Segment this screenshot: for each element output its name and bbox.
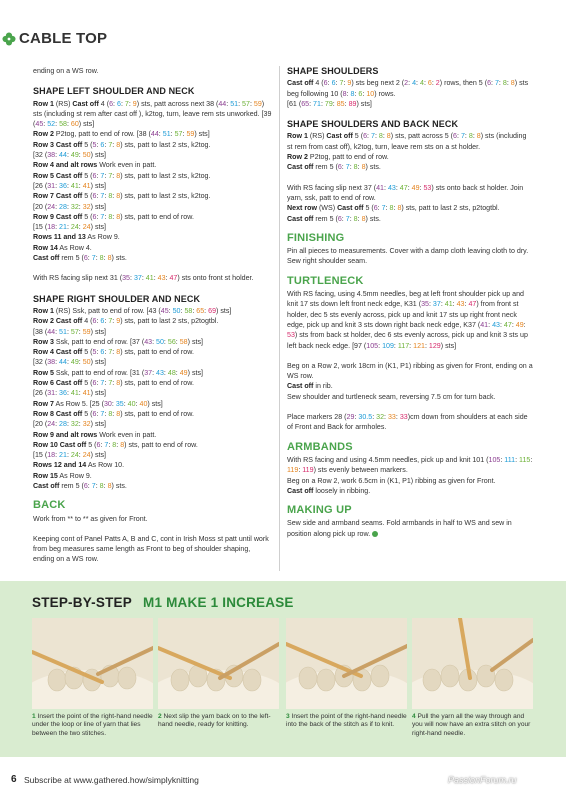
heading-finishing: FINISHING: [287, 231, 345, 244]
instruction-line: Row 3 Ssk, patt to end of row. [37 (43: 50: 56: 58) sts]: [33, 337, 203, 346]
instruction-line: Row 2 Cast off 4 (6: 6: 7: 9) sts, patt to last 2 sts, p2togtbl. [38 (44: 51: 57: 59) sts]: [33, 317, 219, 336]
left-column: [33, 66, 273, 565]
clover-icon: [2, 32, 16, 46]
step-photo-4: [412, 618, 533, 709]
knitting-photo-icon: [32, 618, 153, 709]
section-header: [0, 13, 150, 45]
paragraph: Place markers 28 (29: 30.5: 32: 33: 33)cm down from shoulders at each side of Front and Back for armholes.: [287, 413, 528, 432]
instruction-line: Row 2 P2tog, patt to end of row. [38 (44: 51: 57: 59) sts]: [33, 130, 210, 139]
paragraph: Sew side and armband seams. Fold armbands in half to WS and sew in position along pick up row.: [287, 519, 512, 538]
instruction-line: Row 14 As Row 4.: [33, 243, 92, 252]
instruction-line: Row 5 Ssk, patt to end of row. [31 (37: 43: 48: 49) sts]: [33, 368, 203, 377]
instruction-line: With RS facing slip next 31 (35: 37: 41: 43: 47) sts onto front st holder.: [33, 274, 254, 283]
instruction-line: Row 9 and alt rows Work even in patt.: [33, 430, 157, 439]
paragraph: Keeping cont of Panel Patts A, B and C, cont in Irish Moss st patt until work from beg measures same length as Front to beg of shoulder shaping, ending on a WS row.: [33, 534, 269, 564]
instruction-line: Row 10 Cast off 5 (6: 7: 8: 8) sts, patt to end of row. [15 (18: 21: 24: 24) sts]: [33, 440, 198, 460]
instruction-line: Row 3 Cast off 5 (5: 6: 7: 8) sts, patt to last 2 sts, k2tog. [32 (38: 44: 49: 50) sts]: [33, 140, 211, 160]
paragraph: With RS facing, using 4.5mm needles, beg at left front shoulder pick up and knit 17 sts down left front neck edge, K31 (35: 37: 41: 43: 47) from front st holder, dec 5 sts evenly across, pick up and knit 17 sts up right front neck edge, pick up and knit 3 sts down right back neck edge, K37 (41: 43: 47: 49: 53) sts from back st holder, dec 6 sts evenly across, pick up and knit 3 sts up left back neck edge. [97 (105: 109: 117: 121: 129) sts]: [287, 290, 528, 350]
heading-back: BACK: [33, 499, 66, 512]
instruction-line: Cast off rem 5 (6: 7: 8: 8) sts.: [287, 214, 381, 223]
heading-shape-shoulders: SHAPE SHOULDERS: [287, 66, 379, 76]
instruction-line: Rows 12 and 14 As Row 10.: [33, 461, 125, 470]
paragraph: Work from ** to ** as given for Front.: [33, 514, 148, 523]
instruction-line: Row 4 Cast off 5 (5: 6: 7: 8) sts, patt to end of row. [32 (38: 44: 49: 50) sts]: [33, 348, 194, 367]
heading-making-up: MAKING UP: [287, 504, 352, 517]
end-mark-icon: [372, 531, 378, 537]
step-caption-3: 3 Insert the point of the right-hand needle into the back of the stitch as if to knit.: [286, 713, 407, 729]
knitting-photo-icon: [158, 618, 279, 709]
heading-shape-shoulders-back-neck: SHAPE SHOULDERS AND BACK NECK: [287, 119, 459, 130]
step-caption-4: 4 Pull the yarn all the way through and you will now have an extra stitch on your right-hand needle.: [412, 713, 531, 737]
instruction-line: Cast off rem 5 (6: 7: 8: 8) sts.: [33, 254, 127, 263]
heading-turtleneck: TURTLENECK: [287, 274, 364, 287]
instruction-line: Row 2 P2tog, patt to end of row.: [287, 153, 389, 162]
panel-subtitle: M1 MAKE 1 INCREASE: [143, 595, 294, 610]
step-caption-2: 2 Next slip the yarn back on to the left-hand needle, ready for knitting.: [158, 713, 271, 729]
instruction-line: Row 8 Cast off 5 (6: 7: 8: 8) sts, patt to end of row. [20 (24: 28: 32: 32) sts]: [33, 409, 194, 429]
instruction-line: Row 1 (RS) Ssk, patt to end of row. [43 (45: 50: 58: 65: 69) sts]: [33, 306, 232, 315]
instruction-line: Row 1 (RS) Cast off 4 (6: 6: 7: 9) sts, patt across next 38 (44: 51: 57: 59) sts (including st rem after cast off ), k2tog, turn, leave rem sts unworked. [39 (45: 52: 58: 60) sts]: [33, 99, 272, 129]
instruction-line: Cast off rem 5 (6: 7: 8: 8) sts.: [287, 163, 381, 172]
paragraph: Pin all pieces to measurements. Cover with a damp cloth leaving cloth to dry. Sew right shoulder seam.: [287, 247, 529, 266]
right-column: [287, 66, 533, 539]
step-caption-1: 1 Insert the point of the right-hand needle under the loop or line of yarn that lies between the two stitches.: [32, 713, 153, 737]
instruction-line: Cast off rem 5 (6: 7: 8: 8) sts.: [33, 481, 127, 490]
intro-line: ending on a WS row.: [33, 67, 99, 75]
paragraph: Beg on a Row 2, work 6.5cm in (K1, P1) ribbing as given for Front.: [287, 476, 496, 485]
instruction-line: Row 9 Cast off 5 (6: 7: 8: 8) sts, patt to end of row. [15 (18: 21: 24: 24) sts]: [33, 212, 194, 232]
paragraph: With RS facing and using 4.5mm needles, pick up and knit 101 (105: 111: 115: 119: 119) sts evenly between markers.: [287, 455, 533, 475]
instruction-line: Row 4 and alt rows Work even in patt.: [33, 161, 157, 170]
instruction-line: Rows 11 and 13 As Row 9.: [33, 233, 120, 242]
instruction-line: With RS facing slip next 37 (41: 43: 47: 49: 53) sts onto back st holder. Join yarn, ssk, patt to end of row.: [287, 183, 524, 202]
step-photo-1: [32, 618, 153, 709]
column-divider: [279, 66, 280, 571]
heading-armbands: ARMBANDS: [287, 440, 353, 453]
step-photo-3: [286, 618, 407, 709]
instruction-line: Cast off 4 (6: 6: 7: 9) sts beg next 2 (2: 4: 4: 6: 2) rows, then 5 (6: 7: 8: 8) sts beg following 10 (8: 8: 6: 10) rows. [61 (65: 71: 79: 85: 89) sts]: [287, 79, 529, 108]
step-photo-2: [158, 618, 279, 709]
instruction-line: Cast off loosely in ribbing.: [287, 486, 371, 495]
knitting-photo-icon: [286, 618, 407, 709]
panel-title: STEP-BY-STEP: [32, 595, 132, 610]
page-title: CABLE TOP: [19, 30, 108, 47]
instruction-line: Row 6 Cast off 5 (6: 7: 7: 8) sts, patt to end of row. [26 (31: 36: 41: 41) sts]: [33, 379, 194, 398]
instruction-line: Row 1 (RS) Cast off 5 (6: 7: 8: 8) sts, patt across 5 (6: 7: 8: 8) sts (including st rem from cast off), k2tog, turn, leave rem sts on a st holder.: [287, 132, 527, 151]
subscribe-link[interactable]: Subscribe at www.gathered.how/simplyknitting: [24, 775, 199, 785]
heading-shape-left-shoulder: SHAPE LEFT SHOULDER AND NECK: [33, 86, 195, 97]
heading-shape-right-shoulder: SHAPE RIGHT SHOULDER AND NECK: [33, 293, 201, 304]
paragraph: Beg on a Row 2, work 18cm in (K1, P1) ribbing as given for Front, ending on a WS row.: [287, 361, 533, 381]
knitting-photo-icon: [412, 618, 533, 709]
instruction-line: Row 15 As Row 9.: [33, 471, 92, 480]
instruction-line: Row 7 Cast off 5 (6: 7: 8: 8) sts, patt to last 2 sts, k2tog. [20 (24: 28: 32: 32) sts]: [33, 192, 211, 211]
instruction-line: Cast off in rib.: [287, 382, 333, 391]
instruction-line: Next row (WS) Cast off 5 (6: 7: 8: 8) sts, patt to last 2 sts, p2togtbl.: [287, 204, 500, 213]
paragraph: Sew shoulder and turtleneck seam, reversing 7.5 cm for turn back.: [287, 392, 496, 401]
page-number: 6: [11, 774, 17, 785]
instruction-line: Row 5 Cast off 5 (6: 7: 7: 8) sts, patt to last 2 sts, k2tog. [26 (31: 36: 41: 41) sts]: [33, 171, 211, 190]
instruction-line: Row 7 As Row 5. [25 (30: 35: 40: 40) sts]: [33, 399, 163, 408]
watermark: PassionForum.ru: [448, 775, 517, 785]
step-by-step-panel: [0, 581, 566, 757]
